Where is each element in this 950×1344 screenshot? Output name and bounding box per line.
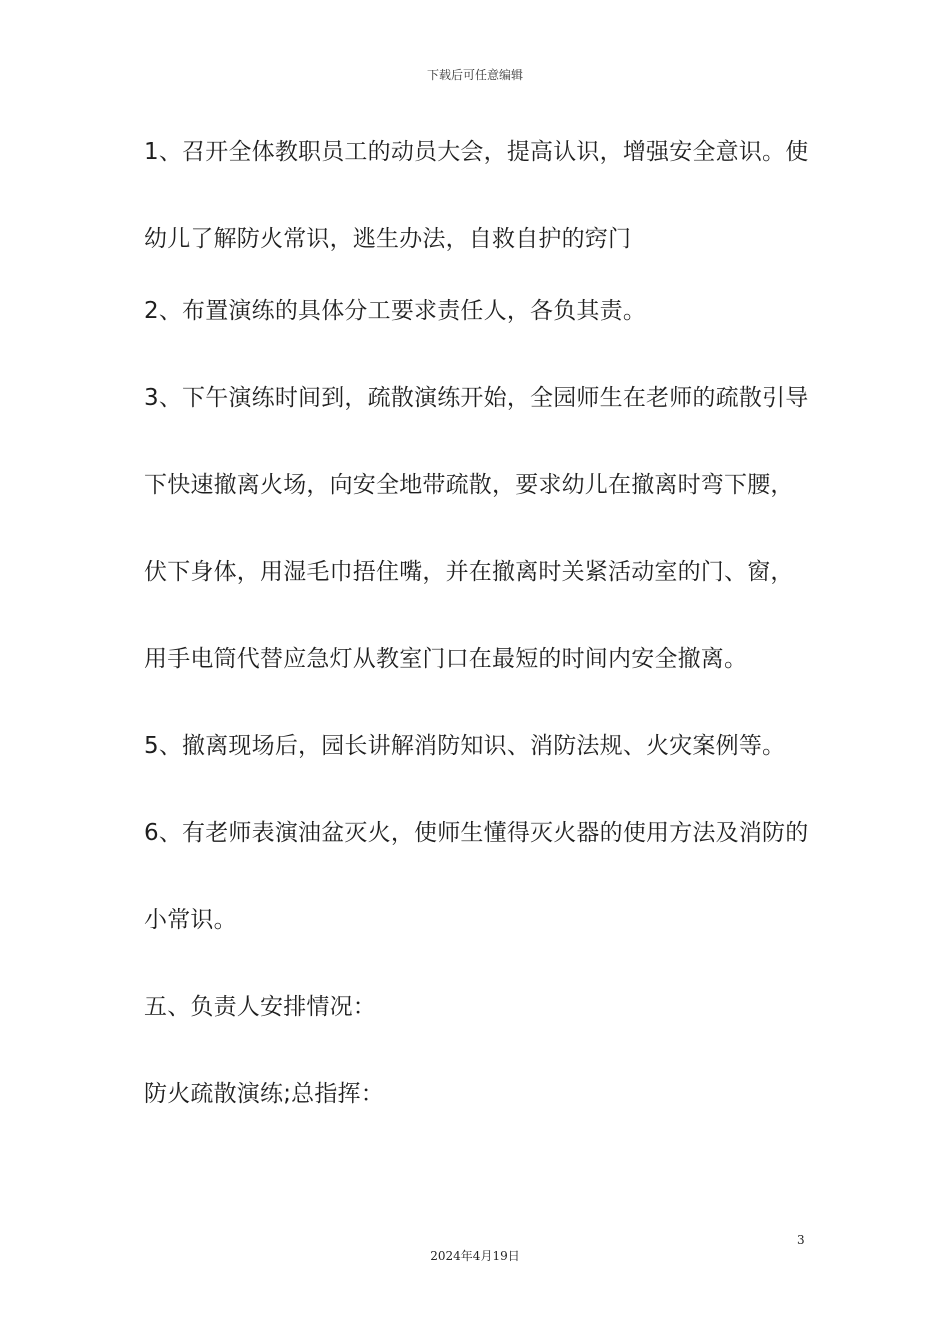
paragraph-line-5: 下快速撤离火场，向安全地带疏散，要求幼儿在撤离时弯下腰， — [144, 472, 794, 498]
section-heading: 五、负责人安排情况： — [144, 994, 376, 1020]
paragraph-line-6: 伏下身体，用湿毛巾捂住嘴，并在撤离时关紧活动室的门、窗， — [144, 559, 794, 585]
paragraph-line-7: 用手电筒代替应急灯从教室门口在最短的时间内安全撤离。 — [144, 646, 748, 672]
paragraph-line-9: 6、有老师表演油盆灭火，使师生懂得灭火器的使用方法及消防的 — [144, 820, 809, 846]
paragraph-line-10: 小常识。 — [144, 907, 237, 933]
paragraph-line-3: 2、布置演练的具体分工要求责任人，各负其责。 — [144, 298, 647, 324]
page-number: 3 — [797, 1233, 805, 1247]
paragraph-line-2: 幼儿了解防火常识，逃生办法，自救自护的窍门 — [144, 226, 632, 252]
page-header: 下载后可任意编辑 — [426, 68, 523, 82]
paragraph-line-1: 1、召开全体教职员工的动员大会，提高认识，增强安全意识。使 — [144, 139, 809, 165]
paragraph-line-8: 5、撤离现场后，园长讲解消防知识、消防法规、火灾案例等。 — [144, 733, 786, 759]
paragraph-line-12: 防火疏散演练;总指挥： — [144, 1081, 384, 1107]
paragraph-line-4: 3、下午演练时间到，疏散演练开始，全园师生在老师的疏散引导 — [144, 385, 809, 411]
page-footer-date: 2024年4月19日 — [430, 1249, 520, 1263]
